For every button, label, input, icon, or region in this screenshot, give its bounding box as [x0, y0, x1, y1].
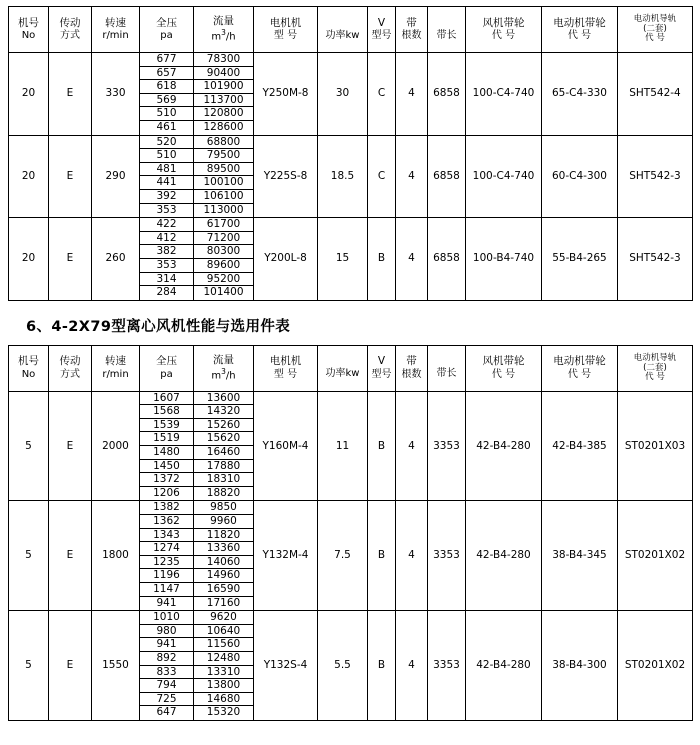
cell-pressure-value: 510: [140, 149, 193, 163]
header-motor-model: 电机机 型 号: [254, 7, 318, 53]
cell-motor-model: Y132S-4: [254, 611, 318, 721]
cell-belt-count: 4: [396, 53, 428, 136]
cell-pressure-value: 1010: [140, 611, 193, 625]
cell-pressure-value: 1343: [140, 529, 193, 543]
cell-flow-list: [194, 501, 254, 611]
cell-flow-value: 68800: [194, 136, 253, 150]
cell-machine-no: 20: [9, 53, 49, 136]
cell-flow-value: 16590: [194, 583, 253, 597]
cell-flow-value: 100100: [194, 176, 253, 190]
cell-motor-pulley-code: 55-B4-265: [542, 218, 618, 301]
cell-pressure-value: 1539: [140, 419, 193, 433]
section-title: 6、4-2X79型离心风机性能与选用件表: [26, 318, 291, 335]
cell-drive-type: E: [49, 135, 92, 218]
cell-motor-power: 15: [318, 218, 368, 301]
cell-pressure-value: 382: [140, 245, 193, 259]
cell-motor-pulley-code: 65-C4-330: [542, 53, 618, 136]
cell-pressure-value: 941: [140, 638, 193, 652]
cell-motor-pulley-code: 60-C4-300: [542, 135, 618, 218]
cell-motor-model: Y160M-4: [254, 391, 318, 501]
header-belt-count: 带 根数: [396, 7, 428, 53]
cell-speed: 330: [92, 53, 140, 136]
header-pressure: 全压 pa: [140, 345, 194, 391]
header-motor-rail: 电动机导轨 (二套) 代 号: [618, 7, 693, 53]
cell-pressure-value: 1235: [140, 556, 193, 570]
header-pressure: 全压 pa: [140, 7, 194, 53]
cell-speed: 2000: [92, 391, 140, 501]
cell-pressure-value: 1362: [140, 515, 193, 529]
cell-fan-pulley-code: 42-B4-280: [466, 611, 542, 721]
header-motor-power: 功率kw: [318, 345, 368, 391]
cell-flow-value: 17160: [206, 596, 241, 609]
cell-pressure-list: [140, 53, 194, 136]
cell-flow-list: [194, 611, 254, 721]
cell-flow-value: 10640: [194, 625, 253, 639]
cell-motor-rail-code: SHT542-4: [618, 53, 693, 136]
table-row: [9, 135, 693, 218]
cell-pressure-value: 284: [156, 286, 177, 299]
cell-flow-value: 13600: [194, 392, 253, 406]
cell-flow-value: 16460: [194, 446, 253, 460]
cell-pressure-value: 1206: [153, 486, 180, 499]
cell-v-type: C: [368, 135, 396, 218]
table-row: [9, 501, 693, 611]
cell-fan-pulley-code: 42-B4-280: [466, 391, 542, 501]
cell-flow-value: 18310: [194, 473, 253, 487]
cell-pressure-value: 1450: [140, 460, 193, 474]
cell-flow-value: 14060: [194, 556, 253, 570]
cell-flow-value: 12480: [194, 652, 253, 666]
cell-pressure-value: 1274: [140, 542, 193, 556]
cell-flow-value: 15320: [206, 706, 241, 719]
table-row: [9, 611, 693, 721]
cell-motor-power: 7.5: [318, 501, 368, 611]
cell-fan-pulley-code: 100-C4-740: [466, 135, 542, 218]
cell-pressure-value: 314: [140, 273, 193, 287]
cell-speed: 290: [92, 135, 140, 218]
cell-flow-value: 9960: [194, 515, 253, 529]
cell-belt-count: 4: [396, 611, 428, 721]
cell-v-type: B: [368, 501, 396, 611]
cell-speed: 260: [92, 218, 140, 301]
cell-motor-model: Y132M-4: [254, 501, 318, 611]
cell-flow-list: [194, 218, 254, 301]
header-speed: 转速 r/min: [92, 345, 140, 391]
cell-belt-length: 6858: [428, 53, 466, 136]
cell-pressure-list: [140, 391, 194, 501]
cell-speed: 1800: [92, 501, 140, 611]
cell-belt-length: 3353: [428, 611, 466, 721]
cell-motor-rail-code: SHT542-3: [618, 218, 693, 301]
cell-pressure-list: [140, 501, 194, 611]
table-row: [9, 391, 693, 501]
cell-flow-value: 11820: [194, 529, 253, 543]
cell-v-type: B: [368, 391, 396, 501]
cell-pressure-value: 941: [156, 596, 177, 609]
cell-pressure-value: 481: [140, 163, 193, 177]
cell-belt-count: 4: [396, 391, 428, 501]
cell-flow-value: 113700: [194, 94, 253, 108]
header-machine-no: 机号 No: [9, 345, 49, 391]
cell-pressure-value: 353: [140, 259, 193, 273]
cell-pressure-list: [140, 218, 194, 301]
cell-flow-value: 9850: [194, 501, 253, 515]
header-fan-pulley: 风机带轮 代 号: [466, 7, 542, 53]
cell-flow-value: 101400: [203, 286, 244, 299]
cell-flow-value: 90400: [194, 67, 253, 81]
cell-flow-list: [194, 53, 254, 136]
cell-speed: 1550: [92, 611, 140, 721]
cell-belt-length: 6858: [428, 218, 466, 301]
header-flow: 流量 $m^3/h$: [194, 345, 254, 391]
cell-flow-value: 15620: [194, 432, 253, 446]
cell-belt-length: 3353: [428, 391, 466, 501]
header-belt-length: 带长: [428, 345, 466, 391]
cell-pressure-value: 1147: [140, 583, 193, 597]
header-motor-model: 电机机 型 号: [254, 345, 318, 391]
cell-pressure-value: 441: [140, 176, 193, 190]
cell-pressure-value: 980: [140, 625, 193, 639]
cell-fan-pulley-code: 100-C4-740: [466, 53, 542, 136]
header-v-type: V 型号: [368, 345, 396, 391]
cell-flow-list: [194, 391, 254, 501]
cell-motor-power: 18.5: [318, 135, 368, 218]
header-motor-pulley: 电动机带轮 代 号: [542, 7, 618, 53]
cell-flow-value: 11560: [194, 638, 253, 652]
cell-drive-type: E: [49, 391, 92, 501]
cell-flow-value: 15260: [194, 419, 253, 433]
cell-belt-length: 3353: [428, 501, 466, 611]
fan-performance-table-bottom: [8, 345, 693, 721]
cell-pressure-value: 1196: [140, 569, 193, 583]
cell-motor-model: Y250M-8: [254, 53, 318, 136]
cell-flow-value: 101900: [194, 80, 253, 94]
header-v-type: V 型号: [368, 7, 396, 53]
header-motor-power: 功率kw: [318, 7, 368, 53]
cell-pressure-value: 353: [156, 203, 177, 216]
cell-pressure-value: 392: [140, 190, 193, 204]
cell-flow-value: 113000: [203, 203, 244, 216]
cell-pressure-value: 677: [140, 53, 193, 67]
cell-belt-length: 6858: [428, 135, 466, 218]
cell-fan-pulley-code: 100-B4-740: [466, 218, 542, 301]
cell-flow-value: 128600: [203, 120, 244, 133]
cell-belt-count: 4: [396, 135, 428, 218]
cell-motor-power: 30: [318, 53, 368, 136]
cell-pressure-value: 892: [140, 652, 193, 666]
cell-motor-power: 11: [318, 391, 368, 501]
cell-pressure-value: 618: [140, 80, 193, 94]
header-motor-pulley: 电动机带轮 代 号: [542, 345, 618, 391]
cell-flow-value: 13360: [194, 542, 253, 556]
cell-machine-no: 5: [9, 611, 49, 721]
cell-pressure-value: 1480: [140, 446, 193, 460]
header-drive: 传动 方式: [49, 345, 92, 391]
cell-flow-value: 80300: [194, 245, 253, 259]
cell-pressure-value: 657: [140, 67, 193, 81]
cell-belt-count: 4: [396, 218, 428, 301]
cell-pressure-value: 833: [140, 666, 193, 680]
cell-flow-value: 17880: [194, 460, 253, 474]
cell-v-type: B: [368, 218, 396, 301]
cell-pressure-value: 422: [140, 218, 193, 232]
cell-motor-pulley-code: 38-B4-345: [542, 501, 618, 611]
header-drive: 传动 方式: [49, 7, 92, 53]
cell-pressure-list: [140, 611, 194, 721]
cell-pressure-value: 1372: [140, 473, 193, 487]
cell-machine-no: 20: [9, 218, 49, 301]
cell-flow-value: 9620: [194, 611, 253, 625]
cell-flow-list: [194, 135, 254, 218]
cell-flow-value: 95200: [194, 273, 253, 287]
cell-motor-rail-code: ST0201X02: [618, 611, 693, 721]
header-machine-no: 机号 No: [9, 7, 49, 53]
cell-motor-rail-code: SHT542-3: [618, 135, 693, 218]
header-belt-count: 带 根数: [396, 345, 428, 391]
cell-pressure-value: 520: [140, 136, 193, 150]
cell-flow-value: 89600: [194, 259, 253, 273]
cell-motor-power: 5.5: [318, 611, 368, 721]
cell-pressure-value: 1568: [140, 405, 193, 419]
cell-pressure-list: [140, 135, 194, 218]
cell-pressure-value: 1382: [140, 501, 193, 515]
cell-motor-model: Y225S-8: [254, 135, 318, 218]
cell-v-type: C: [368, 53, 396, 136]
cell-motor-pulley-code: 42-B4-385: [542, 391, 618, 501]
header-belt-length: 带长: [428, 7, 466, 53]
cell-flow-value: 89500: [194, 163, 253, 177]
cell-pressure-value: 794: [140, 679, 193, 693]
header-motor-rail: 电动机导轨 (二套) 代 号: [618, 345, 693, 391]
cell-drive-type: E: [49, 53, 92, 136]
cell-machine-no: 20: [9, 135, 49, 218]
table-row: [9, 53, 693, 136]
fan-performance-table-top: [8, 6, 693, 301]
cell-flow-value: 106100: [194, 190, 253, 204]
cell-flow-value: 18820: [206, 486, 241, 499]
cell-flow-value: 14960: [194, 569, 253, 583]
cell-flow-value: 13310: [194, 666, 253, 680]
cell-pressure-value: 461: [156, 120, 177, 133]
cell-motor-rail-code: ST0201X02: [618, 501, 693, 611]
cell-machine-no: 5: [9, 501, 49, 611]
cell-motor-rail-code: ST0201X03: [618, 391, 693, 501]
cell-flow-value: 14680: [194, 693, 253, 707]
cell-flow-value: 79500: [194, 149, 253, 163]
header-speed: 转速 r/min: [92, 7, 140, 53]
cell-flow-value: 120800: [194, 107, 253, 121]
cell-motor-model: Y200L-8: [254, 218, 318, 301]
cell-flow-value: 71200: [194, 232, 253, 246]
cell-pressure-value: 647: [156, 706, 177, 719]
cell-pressure-value: 1607: [140, 392, 193, 406]
table-header-row: [9, 7, 693, 53]
header-flow: 流量 $m^3/h$: [194, 7, 254, 53]
cell-pressure-value: 1519: [140, 432, 193, 446]
cell-drive-type: E: [49, 501, 92, 611]
cell-pressure-value: 569: [140, 94, 193, 108]
cell-drive-type: E: [49, 218, 92, 301]
cell-drive-type: E: [49, 611, 92, 721]
cell-flow-value: 13800: [194, 679, 253, 693]
cell-pressure-value: 725: [140, 693, 193, 707]
cell-flow-value: 14320: [194, 405, 253, 419]
cell-v-type: B: [368, 611, 396, 721]
cell-motor-pulley-code: 38-B4-300: [542, 611, 618, 721]
cell-fan-pulley-code: 42-B4-280: [466, 501, 542, 611]
cell-flow-value: 61700: [194, 218, 253, 232]
cell-machine-no: 5: [9, 391, 49, 501]
cell-belt-count: 4: [396, 501, 428, 611]
cell-pressure-value: 412: [140, 232, 193, 246]
table-row: [9, 218, 693, 301]
header-fan-pulley: 风机带轮 代 号: [466, 345, 542, 391]
cell-pressure-value: 510: [140, 107, 193, 121]
cell-flow-value: 78300: [194, 53, 253, 67]
table-header-row: [9, 345, 693, 391]
